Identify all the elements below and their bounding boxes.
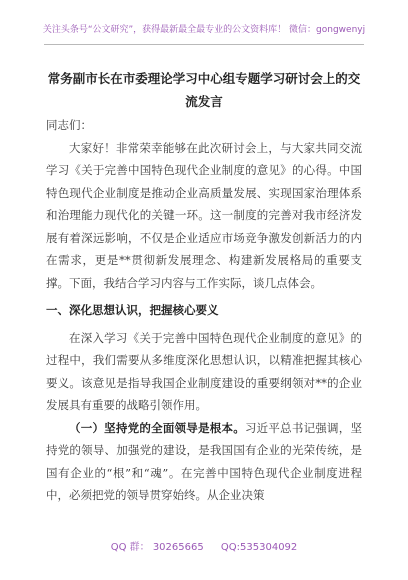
document-body [46, 114, 362, 507]
footer-qq-number: QQ:535304092 [220, 542, 298, 553]
document-title [46, 67, 362, 113]
header-divider [44, 44, 364, 45]
footer-contact [0, 538, 408, 553]
subsection-text: 习近平总书记强调，坚持党的领导、加强党的建设，是我国国有企业的光荣传统，是国有企业的“根”和“魂”。在完善中国特色现代企业制度进程中，必须把党的领导贯穿始终。从企业决策 [46, 420, 362, 502]
intro-paragraph: 大家好！非常荣幸能够在此次研讨会上，与大家共同交流学习《关于完善中国特色现代企业制度的意见》的心得。中国特色现代企业制度是推动企业高质量发展、实现国家治理体系和治理能力现代化的关键一环。这一制度的完善对我市经济发展有着深远影响，不仅是企业适应市场竞争激发创新活力的内在需求，更是**贯彻新发展理念、构建新发展格局的重要支撑。下面，我结合学习内容与工作实际，谈几点体会。 [46, 140, 362, 290]
title-line-2: 流发言 [185, 94, 223, 109]
salutation: 同志们： [46, 118, 92, 132]
subsection-heading: （一）坚持党的全面领导是根本。 [69, 420, 245, 435]
title-line-1: 常务副市长在市委理论学习中心组专题学习研讨会上的交 [47, 71, 361, 86]
section-paragraph: 在深入学习《关于完善中国特色现代企业制度的意见》的过程中，我们需要从多维度深化思想认识，以精准把握其核心要义。该意见是指导我国企业制度建设的重要纲领对**的企业发展具有重要的战略引领作用。 [46, 330, 362, 412]
footer-qq-group: QQ 群： 30265665 [110, 542, 204, 553]
section-heading: 一、深化思想认识，把握核心要义 [46, 303, 219, 317]
header-banner: 关注头条号“公文研究”，获得最新最全最专业的公文资料库！ 微信：gongwenyj [42, 25, 366, 35]
subsection-paragraph [46, 417, 362, 507]
